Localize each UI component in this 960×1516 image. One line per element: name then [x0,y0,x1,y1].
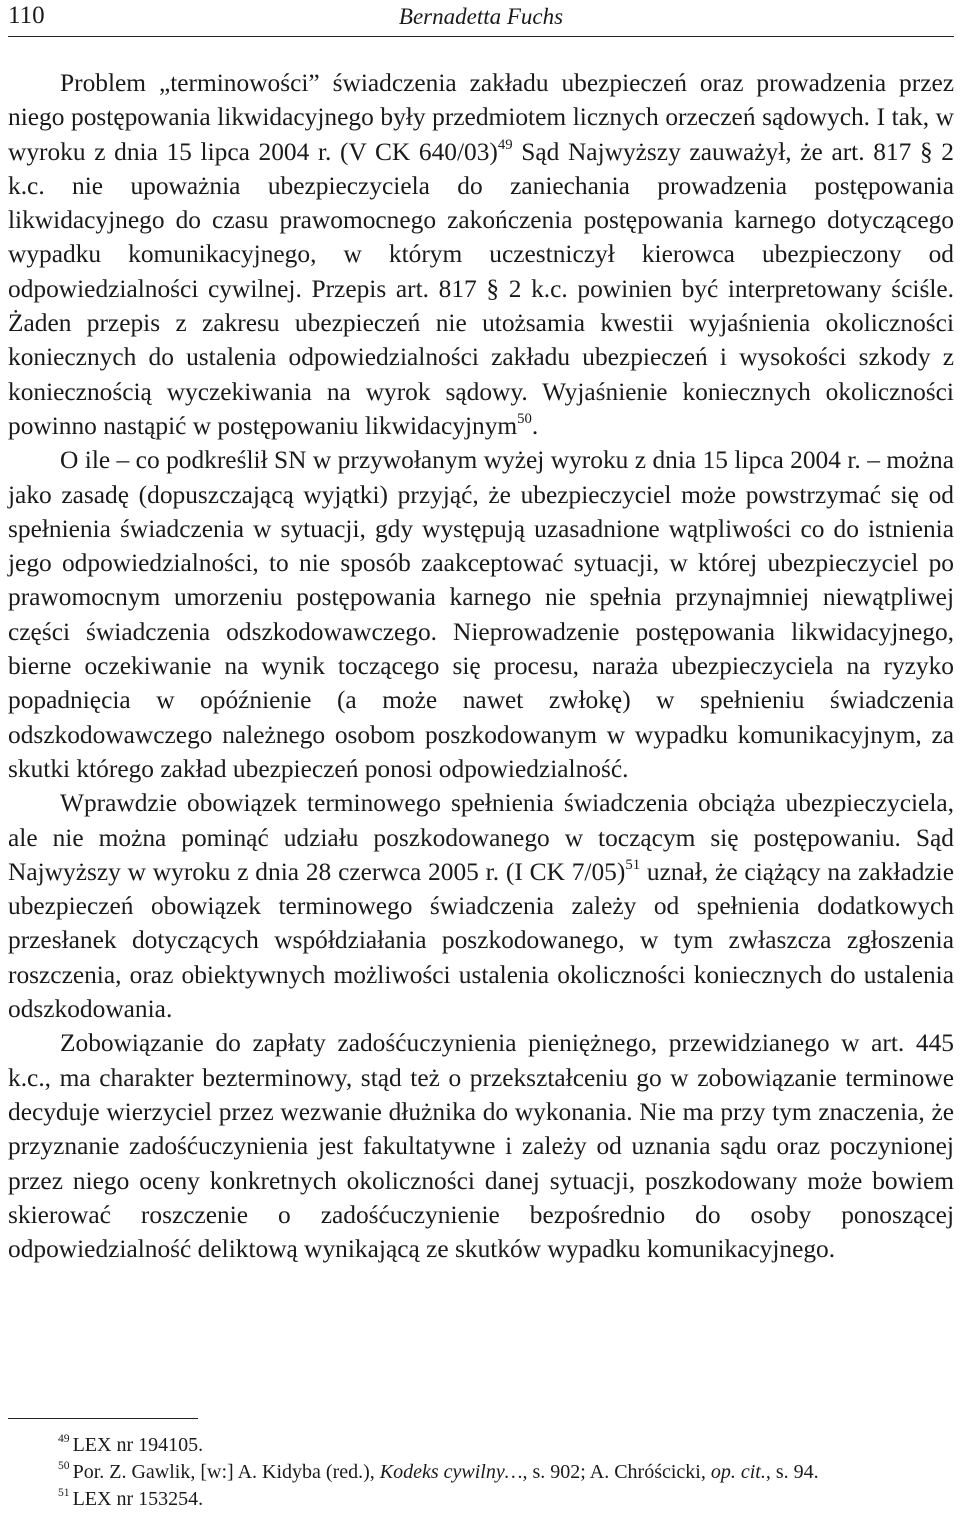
footnote-50 [8,1459,954,1486]
footnote-49 [8,1432,954,1459]
paragraph-4: Zobowiązanie do zapłaty zadośćuczynienia pieniężnego, przewidzianego w art. 445 k.c., ma charakter bezterminowy, stąd też o przekształceniu go w zobowiązanie terminowe decyduje wierzyciel przez wezwanie dłużnika do wykonania. Nie ma przy tym znaczenia, że przyznanie zadośćuczynienia jest fakultatywne i zależy od uznania sądu oraz poczynionej przez niego oceny konkretnych okoliczności danej sytuacji, poszkodowany może bowiem skierować roszczenie o zadośćuczynienie bezpośrednio do osoby ponoszącej odpowiedzialność deliktową wynikającą ze skutków wypadku komunikacyjnego. [8,1029,954,1264]
footnote-ref-51[interactable]: 51 [625,856,641,873]
footnote-opcit-italic: op. cit. [710,1461,766,1483]
paragraph-3 [8,786,954,1026]
paragraph-3-text-b: uznał, że ciążący na zakładzie ubezpieczeń obowiązek terminowego świadczenia zależy od spełnienia dodatkowych przesłanek dotyczących współdziałania poszkodowanego, w tym zwłaszcza zgłoszenia roszczenia, oraz obiektywnych możliwości ustalenia okoliczności koniecznych do ustalenia odszkodowania. [8,857,954,1024]
footnote-text: LEX nr 194105. [72,1434,204,1456]
paragraph-1-text-c: . [531,411,539,440]
footnote-text-e: , s. 94. [765,1461,819,1483]
footnote-text-a: Por. Z. Gawlik, [w:] A. Kidyba (red.), [72,1461,380,1483]
page-number: 110 [8,2,45,29]
footnote-title-italic: Kodeks cywilny… [379,1461,523,1483]
footnote-number: 51 [58,1486,70,1500]
paragraph-1-text-a: Problem „terminowości” świadczenia zakładu ubezpieczeń oraz prowadzenia przez niego postępowania likwidacyjnego były przedmiotem licznych orzeczeń sądowych. I tak, w wyroku z dnia 15 lipca 2004 r. (V CK 640/03) [8,69,954,166]
running-head-author: Bernadetta Fuchs [398,4,564,29]
footnotes [8,1432,954,1513]
main-text [8,66,954,1266]
footnote-number: 49 [58,1432,70,1446]
footnote-ref-50[interactable]: 50 [517,410,532,427]
paragraph-2: O ile – co podkreślił SN w przywołanym wyżej wyroku z dnia 15 lipca 2004 r. – można jako zasadę (dopuszczającą wyjątki) przyjąć, że ubezpieczyciel może powstrzymać się od spełnienia świadczenia w sytuacji, gdy występują uzasadnione wątpliwości co do istnienia jego odpowiedzialności, to nie sposób zaakceptować sytuacji, w której ubezpieczyciel po prawomocnym umorzeniu postępowania karnego nie spełnia przynajmniej niewątpliwej części świadczenia odszkodowawczego. Nieprowadzenie postępowania likwidacyjnego, bierne oczekiwanie na wynik toczącego się procesu, naraża ubezpieczyciela na ryzyko popadnięcia w opóźnienie (a może nawet zwłokę) w spełnieniu świadczenia odszkodowawczego należnego osobom poszkodowanym w wypadku komunikacyjnym, za skutki którego zakład ubezpieczeń ponosi odpowiedzialność. [8,446,954,783]
footnote-51 [8,1486,954,1513]
footnote-text: LEX nr 153254. [72,1488,204,1510]
footnote-separator [8,1418,198,1419]
footnote-number: 50 [58,1459,70,1473]
footnote-text-c: , s. 902; A. Chróścicki, [522,1461,711,1483]
paragraph-1 [8,66,954,443]
footnote-ref-49[interactable]: 49 [497,136,513,153]
paragraph-3-text-a: Wprawdzie obowiązek terminowego spełnienia świadczenia obciąża ubezpieczyciela, ale nie można pominąć udziału poszkodowanego w toczącym się postępowaniu. Sąd Najwyższy w wyroku z dnia 28 czerwca 2005 r. (I CK 7/05) [8,789,954,886]
paragraph-1-text-b: Sąd Najwyższy zauważył, że art. 817 § 2 k.c. nie upoważnia ubezpieczyciela do zaniechania prowadzenia postępowania likwidacyjnego do czasu prawomocnego zakończenia postępowania karnego dotyczącego wypadku komunikacyjnego, w którym uczestniczył kierowca ubezpieczony od odpowiedzialności cywilnej. Przepis art. 817 § 2 k.c. powinien być interpretowany ściśle. Żaden przepis z zakresu ubezpieczeń nie utożsamia kwestii wyjaśnienia okoliczności koniecznych do ustalenia odpowiedzialności zakładu ubezpieczeń i wysokości szkody z koniecznością wyczekiwania na wyrok sądowy. Wyjaśnienie koniecznych okoliczności powinno nastąpić w postępowaniu likwidacyjnym [8,137,954,440]
page-header [8,0,954,37]
